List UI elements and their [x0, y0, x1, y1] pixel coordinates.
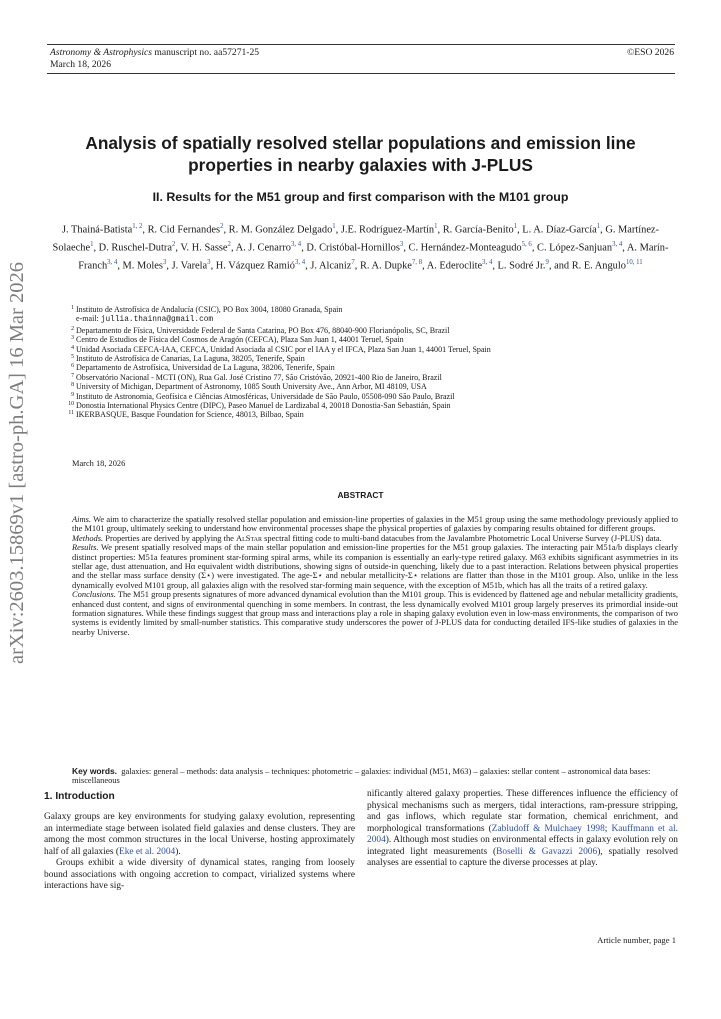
author-name: A. Marín-Franch — [78, 242, 669, 272]
author-name: A. Ederoclite — [426, 260, 483, 272]
keywords-text: galaxies: general – methods: data analysis – techniques: photometric – galaxies: individual (M51, M63) – galaxies: stellar content – astronomical data bases: miscellaneous — [72, 766, 651, 786]
author-list: J. Thainá-Batista$^{1, 2}$, R. Cid Fernandes$^2$, R. M. González Delgado$^1$, J.E. Rodríguez-Martín$^1$, R. García-Benito$^1$, L. A. Díaz-García$^1$, G. Martínez-Solaeche$^1$, D. Ruschel-Dutra$^2$, V. H. Sasse$^2$, A. J. Cenarro$^{3, 4}$, D. Cristóbal-Hornillos$^3$, C. Hernández-Monteagudo$^{5, 6}$, C. López-Sanjuan$^{3, 4}$, A. Marín-Franch$^{3, 4}$, M. Moles$^3$, J. Varela$^3$, H. Vázquez Ramió$^{3, 4}$, J. Alcaniz$^7$, R. A. Dupke$^{7, 8}$, A. Ederoclite$^{3, 4}$, L. Sodré Jr.$^9$, and R. E. Angulo$^{10, 11}$ — [52, 223, 669, 272]
copyright: ©ESO 2026 — [627, 47, 674, 58]
intro-p3-text-c: ), spatially resolved analyses are essential to capture the diverse processes at play. — [367, 846, 678, 868]
affiliation-text: Observatório Nacional - MCTI (ON), Rua Gal. José Cristino 77, São Cristóvão, 20921-400 Rio de Janeiro, Brazil — [76, 372, 442, 382]
affiliation-item — [71, 391, 676, 401]
journal-name: Astronomy & Astrophysics — [50, 47, 152, 58]
conclusions-label: Conclusions. — [72, 589, 116, 600]
affiliation-text: Donostia International Physics Centre (DIPC), Paseo Manuel de Lardizabal 4, 20018 Donostia-San Sebastián, Spain — [76, 401, 451, 411]
author-name: G. Martínez-Solaeche — [52, 224, 660, 254]
affiliation-text: IKERBASQUE, Basque Foundation for Science, 48013, Bilbao, Spain — [76, 410, 304, 420]
author-affiliation-mark[interactable]: 7, 8 — [411, 258, 423, 266]
author-name: A. J. Cenarro — [235, 242, 291, 254]
affiliation-text: Instituto de Astrofísica de Canarias, La Laguna, 38205, Tenerife, Spain — [76, 354, 305, 364]
author-name: L. A. Díaz-García — [522, 224, 597, 236]
author-name: D. Cristóbal-Hornillos — [306, 242, 400, 254]
alstar-code-name: AlStar — [236, 532, 263, 543]
title-line-1: Analysis of spatially resolved stellar populations and emission line — [85, 133, 636, 153]
author-affiliation-mark[interactable]: 3 — [399, 240, 404, 248]
author-name: R. M. González Delgado — [228, 224, 333, 236]
affiliation-item — [71, 382, 676, 392]
intro-p3-text-b: ). Although most studies on environmental effects in galaxy evolution rely on integrated light measurements ( — [367, 835, 678, 857]
affiliation-number: 3 — [71, 335, 74, 342]
affiliation-number: 11 — [68, 410, 74, 417]
header-date: March 18, 2026 — [50, 58, 112, 70]
contact-email[interactable]: jullia.thainna@gmail.com — [100, 316, 214, 325]
aims-label: Aims. — [72, 514, 91, 524]
author-affiliation-mark[interactable]: 3, 4 — [612, 240, 623, 248]
arxiv-stamp[interactable]: arXiv:2603.15869v1 [astro-ph.GA] 16 Mar 2026 — [6, 262, 28, 664]
received-date: March 18, 2026 — [72, 459, 126, 468]
affiliation-item — [71, 335, 676, 345]
author-affiliation-mark[interactable]: 2 — [227, 240, 231, 248]
authors-and: and — [554, 260, 572, 272]
citation-kauffmann-2004[interactable]: Kauffmann et al. 2004 — [367, 823, 678, 845]
affiliation-number: 8 — [71, 382, 74, 389]
author-name: D. Ruschel-Dutra — [98, 242, 172, 254]
author-name: J. Alcaniz — [310, 260, 352, 272]
author-affiliation-mark[interactable]: 3, 4 — [290, 240, 302, 248]
citation-zabludoff-1998[interactable]: Zabludoff & Mulchaey 1998 — [491, 823, 605, 834]
affiliation-item — [71, 372, 676, 382]
intro-p1-text: Galaxy groups are key environments for studying galaxy evolution, representing an intermediate stage between isolated field galaxies and dense clusters. They are among the most common structures in the local Universe, hosting approximately half of all galaxies ( — [44, 812, 355, 857]
title-line-2: properties in nearby galaxies with J-PLUS — [188, 155, 533, 175]
author-name: R. García-Benito — [442, 224, 514, 236]
author-affiliation-mark[interactable]: 1 — [90, 240, 94, 248]
affiliation-item — [71, 363, 676, 373]
author-name: J. Thainá-Batista — [61, 224, 133, 236]
affiliation-number: 7 — [71, 372, 74, 379]
author-affiliation-mark[interactable]: 1 — [596, 223, 601, 230]
abstract-aims — [72, 515, 678, 534]
citation-eke-2004[interactable]: Eke et al. 2004 — [118, 846, 176, 857]
author-affiliation-mark[interactable]: 7 — [351, 258, 355, 266]
author-affiliation-mark[interactable]: 3, 4 — [482, 258, 493, 266]
affiliation-text: Instituto de Astrofísica de Andalucía (CSIC), PO Box 3004, 18080 Granada, Spain — [76, 305, 343, 314]
author-affiliation-mark[interactable]: 3, 4 — [107, 258, 118, 266]
keywords-label: Key words. — [72, 766, 118, 776]
citation-separator: ; — [604, 823, 612, 834]
affiliation-number: 4 — [71, 344, 74, 351]
author-name: C. Hernández-Monteagudo — [408, 242, 522, 254]
intro-p3-text-a: nificantly altered galaxy properties. These differences influence the efficiency of physical mechanisms such as mergers, tidal interactions, ram-pressure stripping, and gas inflows, which regulate star formation, chemical enrichment, and morphological transformations ( — [367, 789, 678, 834]
affiliation-text: University of Michigan, Department of Astronomy, 1085 South University Ave., Ann Arbor, MI 48109, USA — [76, 382, 427, 392]
author-name: R. A. Dupke — [359, 260, 412, 272]
running-header — [50, 47, 259, 70]
affiliation-text: Instituto de Astronomia, Geofísica e Ciências Atmosféricas, Universidade de São Paulo, 05508-090 São Paulo, Brazil — [76, 391, 455, 401]
affiliation-text: Unidad Asociada CEFCA-IAA, CEFCA, Unidad Asociada al CSIC por el IAA y el IFCA, Plaza San Juan 1, 44001 Teruel, Spain — [76, 344, 491, 354]
affiliation-number: 5 — [71, 354, 74, 361]
intro-paragraph-2: Groups exhibit a wide diversity of dynamical states, ranging from loosely bound associations with ongoing accretion to compact, virialized systems where interactions have sig- — [44, 858, 355, 891]
author-affiliation-mark[interactable]: 9 — [545, 258, 549, 266]
affiliation-item — [76, 314, 676, 325]
results-text: We present spatially resolved maps of the main stellar population and emission-line properties for the M51 group galaxies. The interacting pair M51a/b displays clearly distinct properties: M51a features prominent star-forming spiral arms, while its companion is essentially an early-type retired galaxy. M63 exhibits significant asymmetries in its stellar age, dust attenuation, and Hα equivalent width distributions, showing signs of outside-in quenching, likely due to a past interaction. Relations between physical properties and the stellar mass surface density (Σ⋆) were investigated. The age-Σ⋆ and nebular metallicity-Σ⋆ relations are flatter than those in the M101 group. Also, unlike in the less dynamically evolved M101 group, all galaxies align with the resolved star-forming main sequence, with the exception of M51b, which has all the traits of a retired galaxy. — [72, 542, 678, 590]
author-affiliation-mark[interactable]: 1 — [434, 223, 438, 230]
author-name: H. Vázquez Ramió — [215, 260, 295, 272]
page-footer: Article number, page 1 — [597, 935, 676, 945]
abstract — [72, 515, 678, 637]
affiliation-text: Centro de Estudios de Física del Cosmos de Aragón (CEFCA), Plaza San Juan 1, 44001 Teruel, Spain — [76, 335, 404, 345]
column-left — [44, 812, 355, 893]
affiliation-number: 1 — [71, 305, 74, 311]
affiliation-item — [71, 305, 676, 314]
author-name: V. H. Sasse — [180, 242, 228, 254]
author-name: C. López-Sanjuan — [537, 242, 613, 254]
affiliation-text: e-mail: — [76, 314, 101, 324]
author-name: R. E. Angulo — [571, 260, 626, 272]
affiliation-item — [71, 344, 676, 354]
methods-text-b: spectral fitting code to multi-band datacubes from the Javalambre Photometric Local Universe Survey (J-PLUS) data. — [262, 532, 662, 543]
methods-label: Methods. — [72, 532, 104, 543]
author-affiliation-mark[interactable]: 1 — [332, 223, 336, 230]
author-affiliation-mark[interactable]: 5, 6 — [521, 240, 532, 248]
affiliation-item — [68, 410, 676, 420]
author-name: J.E. Rodríguez-Martín — [340, 224, 435, 236]
abstract-results — [72, 543, 678, 590]
aims-text: We aim to characterize the spatially resolved stellar population and emission-line properties of galaxies in the M51 group using the same methodology previously applied to the M101 group, ultimately seeking to understand how environmental processes shape the physical properties of galaxies by comparing results obtained for different groups. — [72, 514, 678, 534]
author-affiliation-mark[interactable]: 10, 11 — [625, 258, 643, 266]
author-affiliation-mark[interactable]: 2 — [220, 223, 224, 230]
affiliation-number: 10 — [68, 401, 74, 408]
intro-p1-end: ). — [175, 846, 181, 857]
section-title: 1. Introduction — [44, 791, 115, 802]
results-label: Results. — [72, 542, 99, 553]
abstract-heading: ABSTRACT — [337, 490, 384, 500]
affiliation-text: Departamento de Física, Universidade Federal de Santa Catarina, PO Box 476, 88040-900 Florianópolis, SC, Brazil — [76, 325, 450, 335]
affiliation-item — [68, 401, 676, 411]
manuscript-number: manuscript no. aa57271-25 — [154, 47, 260, 58]
affiliation-list — [68, 305, 676, 420]
column-right — [367, 789, 678, 870]
author-affiliation-mark[interactable]: 1, 2 — [132, 223, 143, 230]
affiliation-number: 2 — [71, 325, 74, 332]
author-name: R. Cid Fernandes — [147, 224, 221, 236]
author-affiliation-mark[interactable]: 2 — [171, 240, 176, 248]
affiliation-text: Departamento de Astrofísica, Universidad de La Laguna, 38206, Tenerife, Spain — [76, 363, 335, 373]
affiliation-number: 9 — [71, 391, 74, 398]
abstract-conclusions — [72, 590, 678, 637]
intro-paragraph-3 — [367, 789, 678, 870]
author-name: M. Moles — [122, 260, 163, 272]
author-affiliation-mark[interactable]: 3, 4 — [294, 258, 306, 266]
affiliation-item — [71, 354, 676, 364]
author-name: L. Sodré Jr. — [497, 260, 546, 272]
author-name: J. Varela — [171, 260, 208, 272]
affiliation-number: 6 — [71, 363, 74, 370]
author-affiliation-mark[interactable]: 3 — [207, 258, 211, 266]
citation-boselli-2006[interactable]: Boselli & Gavazzi 2006 — [496, 846, 598, 857]
paper-title — [40, 132, 681, 176]
methods-text-a: Properties are derived by applying the — [105, 532, 237, 543]
paper-subtitle: II. Results for the M51 group and first comparison with the M101 group — [152, 190, 569, 204]
author-affiliation-mark[interactable]: 3 — [162, 258, 167, 266]
keywords — [72, 767, 678, 786]
intro-paragraph-1 — [44, 812, 355, 858]
affiliation-item — [71, 325, 676, 335]
conclusions-text: The M51 group presents signatures of more advanced dynamical evolution than the M101 group. This is evidenced by flattened age and nebular metallicity gradients, enhanced dust content, and signs of environmental quenching in some members. In contrast, the less dynamically evolved M101 group largely preserves its primordial inside-out formation signatures. While these findings suggest that group mass and interactions play a role in shaping galaxy evolution even in low-mass environments, the comparison of two systems is evidently limited by small-number statistics. This comparative study underscores the power of J-PLUS data for conducting detailed IFS-like studies of galaxies in the nearby Universe. — [72, 589, 678, 637]
author-affiliation-mark[interactable]: 1 — [513, 223, 518, 230]
